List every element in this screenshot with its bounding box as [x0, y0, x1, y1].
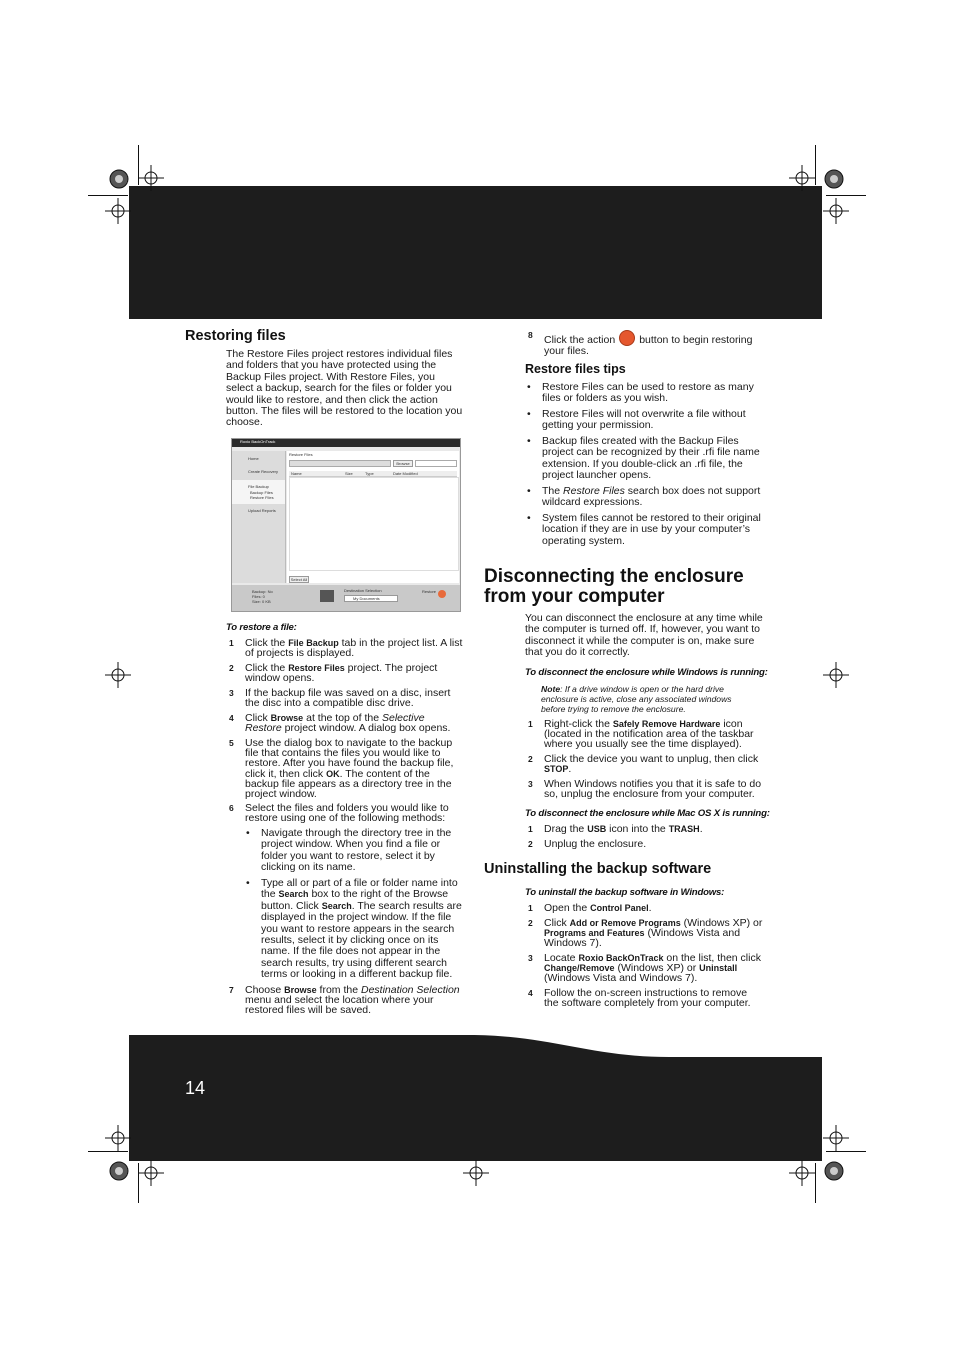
registration-mark-icon [823, 168, 845, 190]
step-number: 6 [229, 803, 234, 813]
restore-procedure-title: To restore a file: [226, 622, 297, 633]
sidebar-subitem[interactable]: Backup Files [232, 490, 285, 495]
bullet-icon: • [527, 408, 531, 420]
step-text: Drag the USB icon into the TRASH. [544, 823, 703, 835]
crop-line [88, 1151, 128, 1152]
bullet-text: Restore Files will not overwrite a file without getting your permission. [542, 408, 746, 432]
sidebar-item-home[interactable]: Home [248, 456, 259, 461]
disconnecting-heading: Disconnecting the enclosure from your computer [484, 566, 744, 607]
step-text: Open the Control Panel. [544, 902, 652, 914]
step-text: Click Browse at the top of the Selective Restore project window. A dialog box opens. [245, 712, 451, 735]
sidebar-subitem[interactable]: Restore Files [232, 495, 285, 504]
step-number: 4 [229, 713, 234, 723]
sidebar-item-file-backup[interactable]: File Backup [232, 480, 285, 490]
app-title-bar: Roxio BackOnTrack [232, 439, 460, 447]
uninstall-procedure-title: To uninstall the backup software in Windows: [525, 887, 725, 898]
registration-mark-icon [108, 1160, 130, 1182]
step-number: 8 [528, 330, 533, 340]
col-name[interactable]: Name [291, 471, 302, 476]
page-number: 14 [185, 1078, 206, 1098]
crosshair-mark-icon [823, 1125, 849, 1151]
col-modified[interactable]: Date Modified [393, 471, 418, 476]
action-button-icon [619, 330, 635, 346]
bullet-text: System files cannot be restored to their original location if they are in use by your computer’s operating system. [542, 512, 761, 547]
restore-tips-heading: Restore files tips [525, 362, 626, 376]
app-bottom-bar [232, 585, 460, 611]
step-text: Right-click the Safely Remove Hardware icon (located in the notification area of the taskbar where you usually see the time displayed). [544, 718, 754, 751]
col-size[interactable]: Size [345, 471, 353, 476]
step-number: 3 [528, 953, 533, 963]
crop-line [826, 1151, 866, 1152]
search-input[interactable] [415, 460, 457, 467]
step-text: Follow the on-screen instructions to remove the software completely from your computer. [544, 987, 751, 1010]
step-number: 1 [528, 903, 533, 913]
app-sidebar [232, 451, 286, 583]
step-text: Unplug the enclosure. [544, 838, 647, 850]
restoring-files-heading: Restoring files [185, 328, 286, 344]
sidebar-item-create[interactable]: Create Recovery [248, 469, 279, 474]
status-line: Files: 0 [252, 594, 265, 599]
bullet-icon: • [527, 435, 531, 447]
backup-path-input[interactable] [289, 460, 391, 467]
bullet-icon: • [527, 512, 531, 524]
restore-files-screenshot [231, 438, 461, 612]
col-type[interactable]: Type [365, 471, 374, 476]
bullet-text: Backup files created with the Backup Files project can be recognized by their .rfi file name extension. If you double-click an .rfi file, the project launcher opens. [542, 435, 760, 482]
crop-line [815, 145, 816, 185]
step-text: Click Add or Remove Programs (Windows XP) or Programs and Features (Windows Vista and Windows 7). [544, 917, 763, 950]
crosshair-mark-icon [789, 1160, 815, 1186]
bullet-icon: • [246, 827, 250, 839]
bullet-text: Restore Files can be used to restore as many files or folders as you wish. [542, 381, 754, 405]
status-line: Backup: No [252, 589, 273, 594]
step-number: 1 [229, 638, 234, 648]
step-text: Locate Roxio BackOnTrack on the list, then click Change/Remove (Windows XP) or Uninstall (Windows Vista and Windows 7). [544, 952, 761, 985]
status-line: Size: 0 KB [252, 599, 271, 604]
step-text: Choose Browse from the Destination Selection menu and select the location where your restored files will be saved. [245, 984, 460, 1017]
step-text: Click the action button to begin restoring your files. [544, 330, 764, 356]
bullet-icon: • [527, 381, 531, 393]
bullet-text: The Restore Files search box does not support wildcard expressions. [542, 485, 761, 509]
uninstalling-heading: Uninstalling the backup software [484, 861, 712, 877]
restore-intro: The Restore Files project restores individual files and folders that you have protected using the Backup Files project. With Restore Files, you select a backup, search for the files or folder you would like to restore, and then click the action button. The files will be restored to the location you choose. [226, 348, 463, 429]
step-text: Click the File Backup tab in the project list. A list of projects is displayed. [245, 637, 463, 660]
crosshair-mark-icon [105, 662, 131, 688]
crop-line [88, 195, 128, 196]
windows-procedure-title: To disconnect the enclosure while Windows is running: [525, 667, 768, 678]
crosshair-mark-icon [105, 198, 131, 224]
crosshair-mark-icon [823, 198, 849, 224]
crosshair-mark-icon [789, 165, 815, 191]
note-label: Note [541, 684, 561, 694]
crosshair-mark-icon [463, 1160, 489, 1186]
step-number: 2 [528, 918, 533, 928]
bullet-text: Type all or part of a file or folder name into the Search box to the right of the Browse button. Click Search. The search results are displayed in the project window. If the file you want to restore appears in the search results, select it by clicking once on its name. If the file does not appear in the search results, try using different search terms or looking in a different backup file. [261, 877, 462, 981]
panel-title: Restore Files [289, 452, 313, 457]
step-number: 2 [528, 754, 533, 764]
bullet-icon: • [527, 485, 531, 497]
mac-procedure-title: To disconnect the enclosure while Mac OS X is running: [525, 808, 770, 819]
select-all-button[interactable]: Select All [290, 577, 308, 582]
crosshair-mark-icon [138, 1160, 164, 1186]
file-list-area[interactable] [289, 477, 459, 571]
step-number: 4 [528, 988, 533, 998]
sidebar-item-reports[interactable]: Upload Reports [248, 508, 276, 513]
crosshair-mark-icon [105, 1125, 131, 1151]
crosshair-mark-icon [823, 662, 849, 688]
step-number: 3 [528, 779, 533, 789]
crop-line [815, 1163, 816, 1203]
crop-line [826, 195, 866, 196]
bullet-text: Navigate through the directory tree in the project window. When you find a file or folder you want to restore, select it by clicking on its name. [261, 827, 452, 874]
disconnect-intro: You can disconnect the enclosure at any time while the computer is turned off. If, however, you want to disconnect it while the computer is on, make sure that you do it correctly. [525, 612, 763, 659]
step-number: 5 [229, 738, 234, 748]
note [541, 684, 741, 714]
step-text: If the backup file was saved on a disc, insert the disc into a compatible disc drive. [245, 687, 451, 710]
start-button[interactable] [422, 589, 446, 603]
action-button-icon [438, 590, 446, 598]
step-number: 2 [528, 839, 533, 849]
step-text: When Windows notifies you that it is safe to do so, unplug the enclosure from your computer. [544, 778, 762, 801]
step-number: 1 [528, 824, 533, 834]
app-main-panel [287, 451, 459, 583]
step-number: 3 [229, 688, 234, 698]
bullet-icon: • [246, 877, 250, 889]
destination-select[interactable] [344, 595, 398, 602]
step-number: 1 [528, 719, 533, 729]
step-text: Click the device you want to unplug, then click STOP. [544, 753, 759, 776]
step-text: Select the files and folders you would like to restore using one of the following methods: [245, 802, 449, 825]
registration-mark-icon [823, 1160, 845, 1182]
start-label: Restore [422, 589, 437, 594]
step-number: 2 [229, 663, 234, 673]
footer-band [129, 1035, 822, 1161]
destination-value: My Documents [353, 596, 380, 601]
step-text: Use the dialog box to navigate to the backup file that contains the files you would like to restore. After you have found the backup file, click it, then click OK. The content of the backup file appears as a directory tree in the project window. [245, 737, 454, 801]
destination-icon [320, 590, 334, 602]
step-number: 7 [229, 985, 234, 995]
step-text: Click the Restore Files project. The project window opens. [245, 662, 438, 685]
crosshair-mark-icon [138, 165, 164, 191]
browse-button[interactable]: Browse [393, 460, 413, 467]
registration-mark-icon [108, 168, 130, 190]
header-band [129, 186, 822, 319]
note-text: : If a drive window is open or the hard drive enclosure is active, close any associated windows before trying to remove the enclosure. [541, 684, 732, 714]
destination-label: Destination Selection [344, 588, 382, 593]
